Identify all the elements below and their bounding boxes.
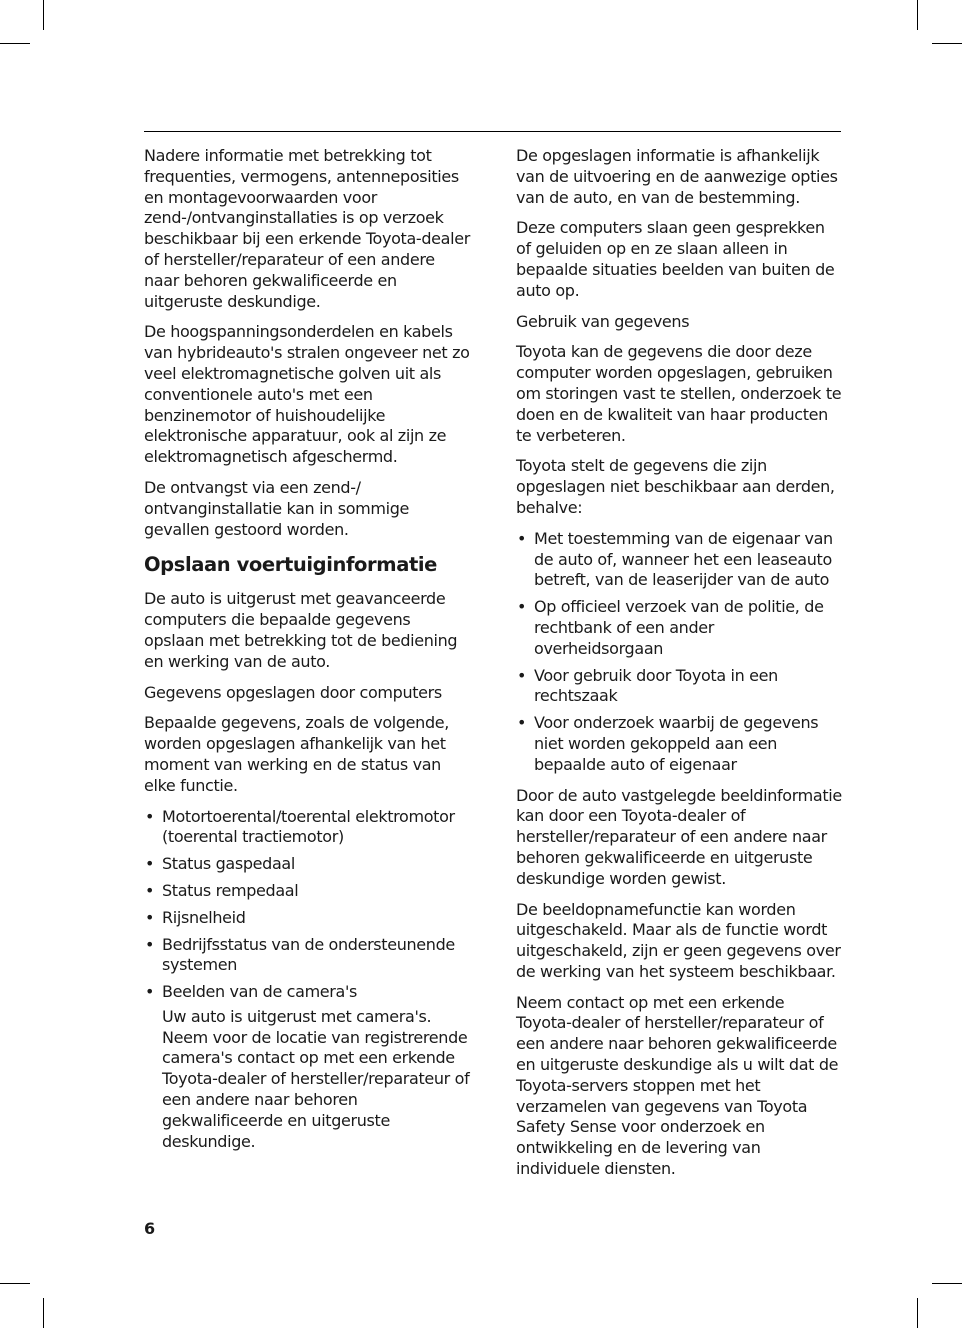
bullet-icon: • [517,665,527,685]
crop-mark [917,1298,918,1328]
list-item-text: Status rempedaal [162,880,299,900]
paragraph: Neem contact op met een erkende Toyota-dealer of hersteller/reparateur of een andere naar behoren gekwalificeerde en uitgeruste deskundige als u wilt dat de Toyota-servers stoppen met het verzamelen van gegevens van Toyota Safety Sense voor onderzoek en ontwikkeling en de levering van individuele diensten. [516,992,839,1179]
bullet-icon: • [517,713,527,733]
paragraph: De beeldopnamefunctie kan worden uitgeschakeld. Maar als de functie wordt uitgeschakeld, zijn er geen gegevens over de werking van het systeem beschikbaar. [516,899,841,981]
list-item [516,529,842,591]
section-heading: Opslaan voertuiginformatie [144,553,437,577]
paragraph: Gegevens opgeslagen door computers [144,682,442,702]
paragraph: Toyota kan de gegevens die door deze computer worden opgeslagen, gebruiken om storingen vast te stellen, onderzoek te doen en de kwaliteit van haar producten te verbeteren. [516,342,842,445]
list-item [144,982,474,1152]
list-item-text: Status gaspedaal [162,854,295,874]
list-item [144,881,474,902]
bullet-list [144,807,474,1153]
bullet-icon: • [145,880,155,900]
list-item-text: Beelden van de camera's [162,982,358,1002]
paragraph: De hoogspanningsonderdelen en kabels van hybrideauto's stralen ongeveer net zo veel elektromagnetische golven uit als conventionele auto's met een benzinemotor of huishoudelijke elektronische apparatuur, ook al zijn ze elektromagnetisch afgeschermd. [144,322,470,467]
bullet-icon: • [145,982,155,1002]
crop-mark [917,0,918,30]
crop-mark [932,43,962,44]
list-item-subtext: Uw auto is uitgerust met camera's. Neem voor de locatie van registrerende camera's contact op met een erkende Toyota-dealer of hersteller/reparateur of een andere naar behoren gekwalificeerde en uitgeruste deskundige. [162,1006,470,1151]
bullet-list [516,529,842,776]
paragraph: De ontvangst via een zend-/ ontvanginstallatie kan in sommige gevallen gestoord worden. [144,477,409,539]
paragraph: Nadere informatie met betrekking tot frequenties, vermogens, antenneposities en montagevoorwaarden voor zend-/ontvanginstallaties is op verzoek beschikbaar bij een erkende Toyota-dealer of hersteller/reparateur of een andere naar behoren gekwalificeerde en uitgeruste deskundige. [144,146,470,311]
list-item [144,935,474,977]
left-column [144,146,474,1162]
paragraph: Door de auto vastgelegde beeldinformatie kan door een Toyota-dealer of hersteller/reparateur of een andere naar behoren gekwalificeerde en uitgeruste deskundige worden gewist. [516,785,842,888]
crop-mark [43,1298,44,1328]
bullet-icon: • [517,597,527,617]
list-item-text: Rijsnelheid [162,907,246,927]
list-item [516,666,842,708]
paragraph: Toyota stelt de gegevens die zijn opgeslagen niet beschikbaar aan derden, behalve: [516,456,835,517]
list-item-text: Bedrijfsstatus van de ondersteunende systemen [162,934,455,975]
list-item-text: Motortoerental/toerental elektromotor (toerental tractiemotor) [162,806,455,847]
paragraph: Gebruik van gegevens [516,311,690,331]
list-item-text: Voor onderzoek waarbij de gegevens niet worden gekoppeld aan een bepaalde auto of eigenaar [534,713,819,774]
crop-mark [0,1283,30,1284]
list-item-text: Met toestemming van de eigenaar van de auto of, wanneer het een leaseauto betreft, van de leaserijder van de auto [534,528,833,590]
crop-mark [43,0,44,30]
bullet-icon: • [517,528,527,548]
bullet-icon: • [145,854,155,874]
bullet-icon: • [145,907,155,927]
crop-mark [0,43,30,44]
right-column [516,146,842,1190]
paragraph: Bepaalde gegevens, zoals de volgende, worden opgeslagen afhankelijk van het moment van werking en de status van elke functie. [144,713,450,795]
list-item [144,854,474,875]
page-number: 6 [144,1219,156,1238]
paragraph: Deze computers slaan geen gesprekken of geluiden op en ze slaan alleen in bepaalde situaties beelden van buiten de auto op. [516,218,835,300]
list-item-text: Op officieel verzoek van de politie, de rechtbank of een ander overheidsorgaan [534,597,824,658]
list-item-text: Voor gebruik door Toyota in een rechtszaak [534,665,778,706]
list-item [144,908,474,929]
bullet-icon: • [145,934,155,954]
paragraph: De opgeslagen informatie is afhankelijk van de uitvoering en de aanwezige opties van de auto, en van de bestemming. [516,146,838,207]
crop-mark [932,1283,962,1284]
paragraph: De auto is uitgerust met geavanceerde computers die bepaalde gegevens opslaan met betrekking tot de bediening en werking van de auto. [144,589,458,671]
header-rule [144,131,841,132]
bullet-icon: • [145,806,155,826]
list-item [516,597,842,659]
list-item [144,807,474,849]
list-item [516,713,842,775]
